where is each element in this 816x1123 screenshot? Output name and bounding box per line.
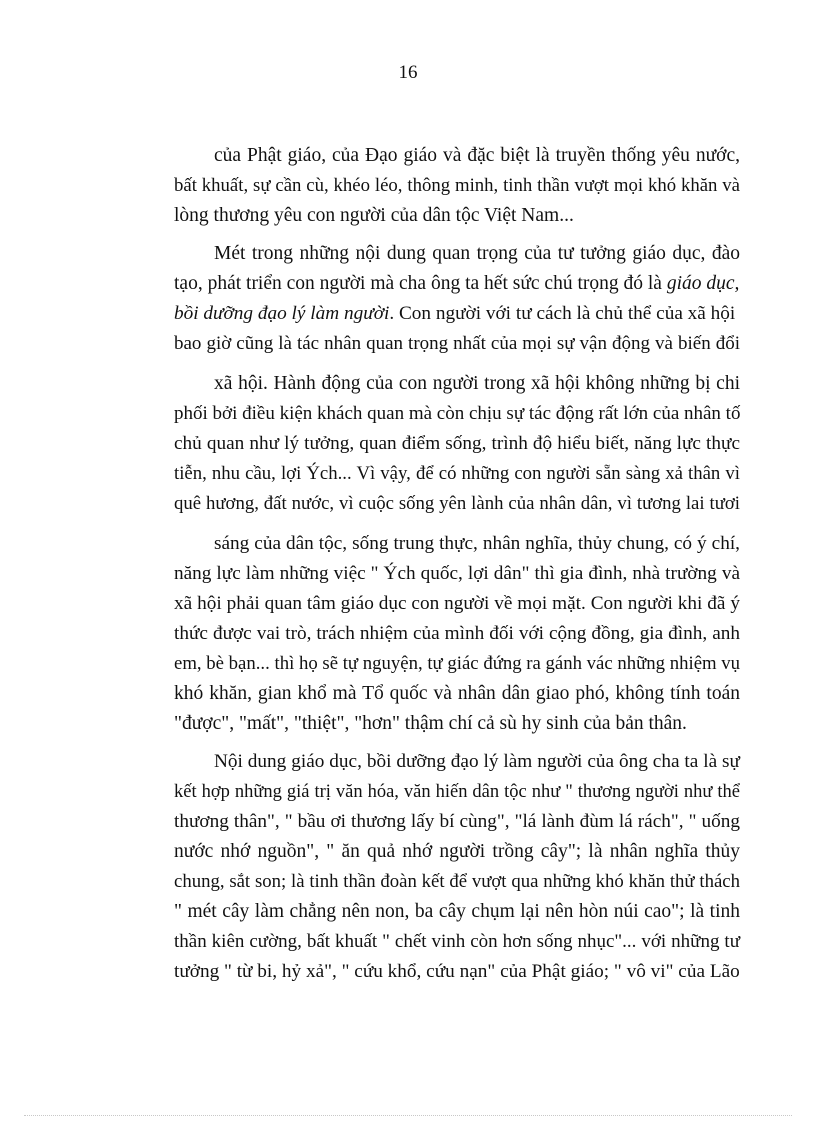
text-line: chủ quan như lý tưởng, quan điểm sống, trình độ hiểu biết, năng lực thực: [174, 433, 740, 454]
text-line: bất khuất, sự cần cù, khéo léo, thông minh, tinh thần vượt mọi khó khăn và: [174, 175, 740, 196]
page-number: 16: [398, 62, 418, 83]
text-span: tạo, phát triển con người mà cha ông ta hết sức chú trọng đó là: [174, 273, 662, 294]
page-bottom-rule: [24, 1115, 792, 1116]
text-line: xã hội phải quan tâm giáo dục con người về mọi mặt. Con người khi đã ý: [174, 593, 740, 614]
text-line: lòng thương yêu con người của dân tộc Việt Nam...: [174, 205, 574, 226]
text-line: chung, sắt son; là tinh thần đoàn kết để vượt qua những khó khăn thử thách: [174, 871, 740, 892]
text-line: " mét cây làm chẳng nên non, ba cây chụm lại nên hòn núi cao"; là tinh: [174, 901, 740, 922]
text-line: thương thân", " bầu ơi thương lấy bí cùng", "lá lành đùm lá rách", " uống: [174, 811, 740, 832]
text-line: nước nhớ nguồn", " ăn quả nhớ người trồng cây"; là nhân nghĩa thủy: [174, 841, 740, 862]
text-line: năng lực làm những việc " Ých quốc, lợi dân" thì gia đình, nhà trường và: [174, 563, 740, 584]
text-line: sáng của dân tộc, sống trung thực, nhân nghĩa, thủy chung, có ý chí,: [214, 533, 740, 554]
text-line: [174, 302, 740, 326]
text-line: tưởng " từ bi, hỷ xả", " cứu khổ, cứu nạn" của Phật giáo; " vô vi" của Lão: [174, 961, 740, 982]
text-line: phối bởi điều kiện khách quan mà còn chịu sự tác động rất lớn của nhân tố: [174, 403, 741, 424]
text-line: tiễn, nhu cầu, lợi Ých... Vì vậy, để có những con người sẵn sàng xả thân vì: [174, 463, 740, 484]
text-line: khó khăn, gian khổ mà Tổ quốc và nhân dân giao phó, không tính toán: [174, 683, 740, 704]
text-line: quê hương, đất nước, vì cuộc sống yên lành của nhân dân, vì tương lai tươi: [174, 493, 740, 514]
text-line: xã hội. Hành động của con người trong xã hội không những bị chi: [214, 373, 740, 394]
text-line: thức được vai trò, trách nhiệm của mình đối với cộng đồng, gia đình, anh: [174, 623, 740, 644]
text-line: "được", "mất", "thiệt", "hơn" thậm chí cả sù hy sinh của bản thân.: [174, 713, 687, 734]
text-line: kết hợp những giá trị văn hóa, văn hiến dân tộc như " thương người như thể: [174, 782, 740, 802]
italic-phrase: bồi dưỡng đạo lý làm người: [174, 303, 390, 324]
text-line: em, bè bạn... thì họ sẽ tự nguyện, tự giác đứng ra gánh vác những nhiệm vụ: [174, 653, 741, 674]
text-span: . Con người với tư cách là chủ thể của xã hội: [389, 303, 736, 324]
text-line: Nội dung giáo dục, bồi dưỡng đạo lý làm người của ông cha ta là sự: [214, 751, 740, 772]
italic-phrase: giáo dục,: [666, 273, 740, 294]
text-line: của Phật giáo, của Đạo giáo và đặc biệt là truyền thống yêu nước,: [214, 145, 740, 166]
text-line: thần kiên cường, bất khuất " chết vinh còn hơn sống nhục"... với những tư: [174, 931, 740, 952]
text-line: bao giờ cũng là tác nhân quan trọng nhất của mọi sự vận động và biến đổi: [174, 333, 740, 354]
text-line: [174, 272, 740, 296]
text-line: Mét trong những nội dung quan trọng của tư tưởng giáo dục, đào: [214, 243, 740, 264]
